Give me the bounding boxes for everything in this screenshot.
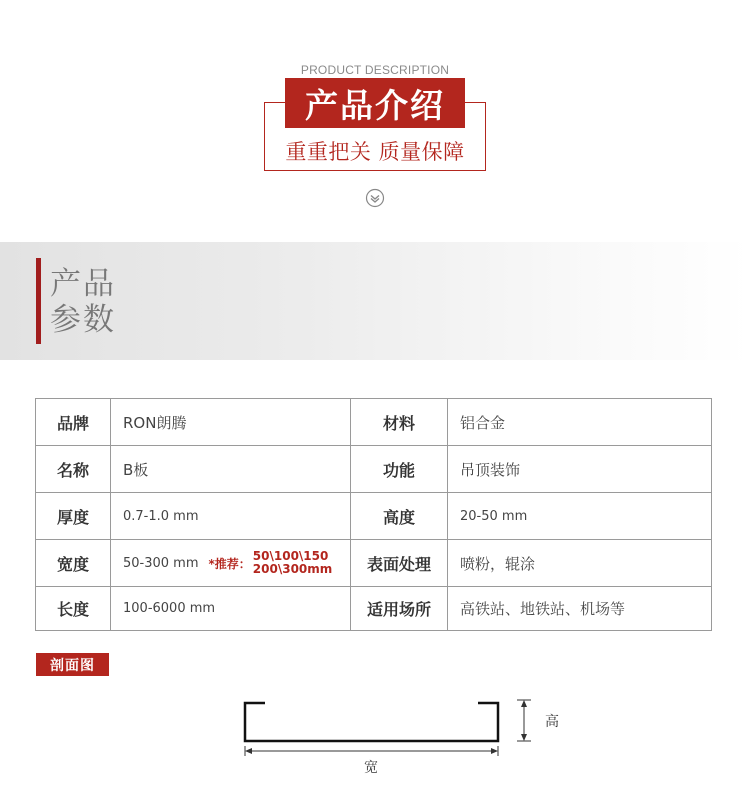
- spec-key: 适用场所: [351, 587, 448, 631]
- header-slogan: 重重把关 质量保障: [285, 140, 465, 164]
- table-row: [36, 587, 712, 631]
- recommend-line-2: 200\300mm: [252, 562, 333, 576]
- spec-key: 功能: [351, 446, 448, 493]
- spec-value: 高铁站、地铁站、机场等: [448, 587, 712, 631]
- profile-diagram: [230, 690, 590, 790]
- spec-value: RON朗腾: [111, 399, 351, 446]
- chevron-down-circle-icon: [365, 188, 385, 208]
- profile-outline: [245, 703, 498, 741]
- spec-key: 长度: [36, 587, 111, 631]
- table-row: [36, 540, 712, 587]
- spec-value: 0.7-1.0 mm: [111, 493, 351, 540]
- section-label: 剖面图: [36, 653, 109, 676]
- banner-heading: [50, 266, 116, 338]
- width-dimension: [245, 746, 498, 756]
- spec-key: 表面处理: [351, 540, 448, 587]
- spec-value: 吊顶装饰: [448, 446, 712, 493]
- spec-value: 铝合金: [448, 399, 712, 446]
- spec-key: 厚度: [36, 493, 111, 540]
- spec-key: 材料: [351, 399, 448, 446]
- spec-table: [35, 398, 712, 631]
- height-label: 高: [545, 714, 559, 730]
- table-row: [36, 446, 712, 493]
- table-row: [36, 493, 712, 540]
- spec-value: 50-300 mm: [123, 555, 199, 571]
- banner-accent-bar: [36, 258, 41, 344]
- spec-key: 名称: [36, 446, 111, 493]
- width-label: 宽: [364, 760, 378, 776]
- recommend-values: [253, 550, 333, 576]
- recommend-label: *推荐：: [208, 556, 251, 571]
- height-dimension: [517, 700, 531, 741]
- table-row: [36, 399, 712, 446]
- spec-value: 100-6000 mm: [111, 587, 351, 631]
- recommend-line-1: 50\100\150: [252, 549, 329, 563]
- spec-key: 高度: [351, 493, 448, 540]
- spec-value: 20-50 mm: [448, 493, 712, 540]
- spec-value: 喷粉，辊涂: [448, 540, 712, 587]
- spec-key: 品牌: [36, 399, 111, 446]
- banner-line-1: 产品: [50, 266, 116, 302]
- banner-line-2: 参数: [50, 302, 116, 338]
- header-title: 产品介绍: [285, 78, 465, 128]
- spec-key: 宽度: [36, 540, 111, 587]
- spec-value-width: [111, 540, 351, 587]
- spec-value: B板: [111, 446, 351, 493]
- header-en-subtitle: PRODUCT DESCRIPTION: [300, 63, 450, 77]
